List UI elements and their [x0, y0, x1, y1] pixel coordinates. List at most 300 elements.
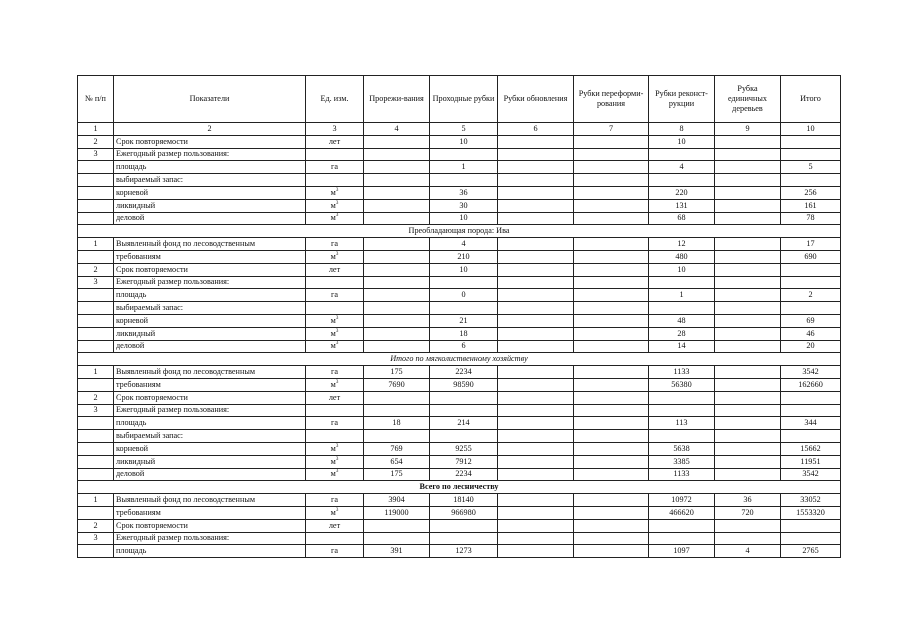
row-number: 3 — [78, 532, 114, 545]
passage-cell: 0 — [430, 289, 498, 302]
unit-cell: $м^3$ — [306, 340, 364, 353]
unit-cell: $м^3$ — [306, 468, 364, 481]
table-row — [78, 174, 841, 187]
single-tree-cell — [715, 430, 781, 443]
reform-cell — [574, 148, 649, 161]
row-number — [78, 186, 114, 199]
thinning-cell — [364, 327, 430, 340]
single-tree-cell: 4 — [715, 545, 781, 558]
table-row — [78, 506, 841, 519]
single-tree-cell — [715, 289, 781, 302]
col-number: 6 — [498, 123, 574, 136]
reconstruction-cell: 113 — [649, 417, 715, 430]
passage-cell: 4 — [430, 238, 498, 251]
single-tree-cell — [715, 263, 781, 276]
col-number: 1 — [78, 123, 114, 136]
table-row — [78, 366, 841, 379]
total-cell: 15662 — [781, 442, 841, 455]
thinning-cell — [364, 340, 430, 353]
unit-cell: га — [306, 238, 364, 251]
passage-cell: 98590 — [430, 378, 498, 391]
total-cell: 690 — [781, 250, 841, 263]
reform-cell — [574, 314, 649, 327]
single-tree-cell — [715, 174, 781, 187]
row-number — [78, 327, 114, 340]
indicator-cell: площадь — [114, 289, 306, 302]
reconstruction-cell — [649, 276, 715, 289]
row-number — [78, 545, 114, 558]
row-number — [78, 340, 114, 353]
table-row — [78, 250, 841, 263]
col-number: 3 — [306, 123, 364, 136]
reform-cell — [574, 506, 649, 519]
unit-cell: $м^3$ — [306, 186, 364, 199]
indicator-cell: Срок повторяемости — [114, 391, 306, 404]
reform-cell — [574, 366, 649, 379]
reconstruction-cell: 1 — [649, 289, 715, 302]
total-cell — [781, 519, 841, 532]
renewal-cell — [498, 289, 574, 302]
single-tree-cell — [715, 186, 781, 199]
indicator-cell: ликвидный — [114, 327, 306, 340]
row-number — [78, 378, 114, 391]
reform-cell — [574, 442, 649, 455]
unit-cell — [306, 430, 364, 443]
reconstruction-cell — [649, 148, 715, 161]
thinning-cell — [364, 430, 430, 443]
renewal-cell — [498, 199, 574, 212]
reconstruction-cell: 14 — [649, 340, 715, 353]
passage-cell: 6 — [430, 340, 498, 353]
passage-cell — [430, 174, 498, 187]
passage-cell: 9255 — [430, 442, 498, 455]
table-row — [78, 161, 841, 174]
row-number — [78, 506, 114, 519]
indicator-cell: площадь — [114, 417, 306, 430]
indicator-cell: требованиям — [114, 378, 306, 391]
reconstruction-cell: 1133 — [649, 366, 715, 379]
section-heading-row — [78, 353, 841, 366]
passage-cell: 966980 — [430, 506, 498, 519]
row-number: 1 — [78, 494, 114, 507]
indicator-cell: Ежегодный размер пользования: — [114, 404, 306, 417]
renewal-cell — [498, 391, 574, 404]
thinning-cell — [364, 161, 430, 174]
passage-cell: 1273 — [430, 545, 498, 558]
unit-cell — [306, 404, 364, 417]
table-row — [78, 455, 841, 468]
row-number: 1 — [78, 238, 114, 251]
unit-cell — [306, 148, 364, 161]
thinning-cell: 175 — [364, 468, 430, 481]
total-cell — [781, 430, 841, 443]
thinning-cell — [364, 404, 430, 417]
reform-cell — [574, 417, 649, 430]
header-single-tree-cutting: Рубка единичных деревьев — [715, 76, 781, 123]
renewal-cell — [498, 186, 574, 199]
table-row — [78, 417, 841, 430]
indicator-cell: требованиям — [114, 506, 306, 519]
indicator-cell: выбираемый запас: — [114, 430, 306, 443]
row-number: 2 — [78, 519, 114, 532]
total-cell: 344 — [781, 417, 841, 430]
total-cell — [781, 135, 841, 148]
total-cell — [781, 263, 841, 276]
thinning-cell — [364, 148, 430, 161]
thinning-cell — [364, 212, 430, 225]
unit-cell: $м^3$ — [306, 327, 364, 340]
row-number — [78, 289, 114, 302]
reconstruction-cell — [649, 391, 715, 404]
passage-cell — [430, 430, 498, 443]
unit-cell — [306, 276, 364, 289]
reform-cell — [574, 238, 649, 251]
table-row — [78, 276, 841, 289]
col-number: 5 — [430, 123, 498, 136]
row-number — [78, 302, 114, 315]
table-header — [78, 76, 841, 136]
table-row — [78, 199, 841, 212]
passage-cell: 214 — [430, 417, 498, 430]
col-number: 4 — [364, 123, 430, 136]
single-tree-cell — [715, 366, 781, 379]
renewal-cell — [498, 276, 574, 289]
table-row — [78, 404, 841, 417]
section-heading-row — [78, 225, 841, 238]
table-row — [78, 494, 841, 507]
header-total: Итого — [781, 76, 841, 123]
indicator-cell: Ежегодный размер пользования: — [114, 532, 306, 545]
reconstruction-cell: 56380 — [649, 378, 715, 391]
total-cell: 17 — [781, 238, 841, 251]
reform-cell — [574, 404, 649, 417]
total-cell: 256 — [781, 186, 841, 199]
reconstruction-cell: 4 — [649, 161, 715, 174]
col-number: 7 — [574, 123, 649, 136]
row-number — [78, 468, 114, 481]
unit-cell — [306, 174, 364, 187]
reform-cell — [574, 494, 649, 507]
thinning-cell — [364, 302, 430, 315]
indicator-cell: ликвидный — [114, 455, 306, 468]
row-number — [78, 174, 114, 187]
reconstruction-cell — [649, 532, 715, 545]
thinning-cell: 3904 — [364, 494, 430, 507]
total-cell — [781, 532, 841, 545]
indicator-cell: корневой — [114, 186, 306, 199]
renewal-cell — [498, 263, 574, 276]
reform-cell — [574, 186, 649, 199]
unit-cell: га — [306, 494, 364, 507]
table-row — [78, 442, 841, 455]
row-number — [78, 455, 114, 468]
indicator-cell: Срок повторяемости — [114, 519, 306, 532]
indicator-cell: ликвидный — [114, 199, 306, 212]
reconstruction-cell — [649, 302, 715, 315]
col-number: 10 — [781, 123, 841, 136]
renewal-cell — [498, 430, 574, 443]
reconstruction-cell: 10 — [649, 135, 715, 148]
thinning-cell — [364, 135, 430, 148]
single-tree-cell — [715, 404, 781, 417]
table-row — [78, 263, 841, 276]
single-tree-cell — [715, 238, 781, 251]
header-passage-cutting: Проходные рубки — [430, 76, 498, 123]
reform-cell — [574, 455, 649, 468]
col-number: 9 — [715, 123, 781, 136]
table-row — [78, 212, 841, 225]
reform-cell — [574, 519, 649, 532]
renewal-cell — [498, 519, 574, 532]
unit-cell: $м^3$ — [306, 250, 364, 263]
column-number-row — [78, 123, 841, 136]
passage-cell: 30 — [430, 199, 498, 212]
indicator-cell: Срок повторяемости — [114, 263, 306, 276]
total-cell: 2 — [781, 289, 841, 302]
single-tree-cell — [715, 340, 781, 353]
unit-cell: га — [306, 289, 364, 302]
renewal-cell — [498, 327, 574, 340]
passage-cell: 10 — [430, 212, 498, 225]
table-row — [78, 289, 841, 302]
total-cell: 33052 — [781, 494, 841, 507]
table-row — [78, 302, 841, 315]
renewal-cell — [498, 366, 574, 379]
indicator-cell: Выявленный фонд по лесоводственным — [114, 366, 306, 379]
thinning-cell: 175 — [364, 366, 430, 379]
passage-cell: 10 — [430, 135, 498, 148]
renewal-cell — [498, 506, 574, 519]
indicator-cell: требованиям — [114, 250, 306, 263]
renewal-cell — [498, 494, 574, 507]
reconstruction-cell — [649, 519, 715, 532]
passage-cell — [430, 532, 498, 545]
single-tree-cell — [715, 314, 781, 327]
unit-cell: $м^3$ — [306, 314, 364, 327]
reform-cell — [574, 532, 649, 545]
total-cell: 3542 — [781, 366, 841, 379]
passage-cell: 36 — [430, 186, 498, 199]
reconstruction-cell: 68 — [649, 212, 715, 225]
row-number — [78, 442, 114, 455]
renewal-cell — [498, 417, 574, 430]
section-heading: Всего по лесничеству — [78, 481, 841, 494]
thinning-cell — [364, 263, 430, 276]
single-tree-cell — [715, 276, 781, 289]
passage-cell — [430, 302, 498, 315]
header-thinning: Прорежи-вания — [364, 76, 430, 123]
reform-cell — [574, 302, 649, 315]
single-tree-cell — [715, 417, 781, 430]
unit-cell: га — [306, 545, 364, 558]
reform-cell — [574, 250, 649, 263]
reform-cell — [574, 199, 649, 212]
renewal-cell — [498, 148, 574, 161]
reconstruction-cell: 131 — [649, 199, 715, 212]
indicator-cell: деловой — [114, 340, 306, 353]
total-cell — [781, 391, 841, 404]
renewal-cell — [498, 404, 574, 417]
table-body — [78, 135, 841, 557]
reconstruction-cell: 12 — [649, 238, 715, 251]
reconstruction-cell: 480 — [649, 250, 715, 263]
reform-cell — [574, 391, 649, 404]
table-row — [78, 186, 841, 199]
reform-cell — [574, 468, 649, 481]
single-tree-cell — [715, 327, 781, 340]
thinning-cell — [364, 532, 430, 545]
thinning-cell: 119000 — [364, 506, 430, 519]
passage-cell: 10 — [430, 263, 498, 276]
indicator-cell: площадь — [114, 161, 306, 174]
unit-cell: лет — [306, 391, 364, 404]
reform-cell — [574, 340, 649, 353]
single-tree-cell — [715, 302, 781, 315]
reform-cell — [574, 212, 649, 225]
table-row — [78, 340, 841, 353]
row-number: 3 — [78, 148, 114, 161]
indicator-cell: Ежегодный размер пользования: — [114, 148, 306, 161]
single-tree-cell — [715, 532, 781, 545]
total-cell — [781, 404, 841, 417]
table-row — [78, 519, 841, 532]
passage-cell: 1 — [430, 161, 498, 174]
passage-cell — [430, 148, 498, 161]
reconstruction-cell — [649, 404, 715, 417]
renewal-cell — [498, 135, 574, 148]
reconstruction-cell: 48 — [649, 314, 715, 327]
table-row — [78, 148, 841, 161]
renewal-cell — [498, 212, 574, 225]
indicator-cell: Ежегодный размер пользования: — [114, 276, 306, 289]
table-row — [78, 327, 841, 340]
col-number: 8 — [649, 123, 715, 136]
thinning-cell — [364, 391, 430, 404]
total-cell: 46 — [781, 327, 841, 340]
row-number: 3 — [78, 276, 114, 289]
indicator-cell: Срок повторяемости — [114, 135, 306, 148]
reconstruction-cell: 5638 — [649, 442, 715, 455]
total-cell: 20 — [781, 340, 841, 353]
single-tree-cell — [715, 161, 781, 174]
unit-cell: лет — [306, 135, 364, 148]
renewal-cell — [498, 468, 574, 481]
row-number: 1 — [78, 366, 114, 379]
renewal-cell — [498, 545, 574, 558]
reform-cell — [574, 430, 649, 443]
thinning-cell: 654 — [364, 455, 430, 468]
reform-cell — [574, 263, 649, 276]
unit-cell: $м^3$ — [306, 378, 364, 391]
forest-use-table — [77, 75, 841, 558]
reconstruction-cell: 10972 — [649, 494, 715, 507]
reform-cell — [574, 327, 649, 340]
table-row — [78, 430, 841, 443]
table-row — [78, 378, 841, 391]
total-cell: 161 — [781, 199, 841, 212]
passage-cell: 18 — [430, 327, 498, 340]
unit-cell: га — [306, 366, 364, 379]
thinning-cell — [364, 289, 430, 302]
indicator-cell: выбираемый запас: — [114, 174, 306, 187]
reform-cell — [574, 378, 649, 391]
single-tree-cell — [715, 378, 781, 391]
unit-cell: $м^3$ — [306, 442, 364, 455]
reform-cell — [574, 276, 649, 289]
renewal-cell — [498, 340, 574, 353]
thinning-cell: 18 — [364, 417, 430, 430]
renewal-cell — [498, 532, 574, 545]
table-row — [78, 135, 841, 148]
single-tree-cell — [715, 135, 781, 148]
renewal-cell — [498, 238, 574, 251]
reform-cell — [574, 289, 649, 302]
row-number — [78, 199, 114, 212]
single-tree-cell — [715, 212, 781, 225]
total-cell: 3542 — [781, 468, 841, 481]
indicator-cell: корневой — [114, 314, 306, 327]
single-tree-cell: 36 — [715, 494, 781, 507]
reform-cell — [574, 135, 649, 148]
unit-cell: лет — [306, 263, 364, 276]
table-row — [78, 468, 841, 481]
unit-cell: га — [306, 161, 364, 174]
table-row — [78, 238, 841, 251]
renewal-cell — [498, 455, 574, 468]
reconstruction-cell — [649, 174, 715, 187]
thinning-cell: 769 — [364, 442, 430, 455]
indicator-cell: деловой — [114, 212, 306, 225]
passage-cell — [430, 519, 498, 532]
header-num: № п/п — [78, 76, 114, 123]
section-heading: Итого по мягколиственному хозяйству — [78, 353, 841, 366]
reconstruction-cell — [649, 430, 715, 443]
indicator-cell: деловой — [114, 468, 306, 481]
renewal-cell — [498, 250, 574, 263]
unit-cell: га — [306, 417, 364, 430]
table-row — [78, 545, 841, 558]
total-cell: 78 — [781, 212, 841, 225]
single-tree-cell — [715, 199, 781, 212]
table-row — [78, 391, 841, 404]
thinning-cell — [364, 199, 430, 212]
reconstruction-cell: 220 — [649, 186, 715, 199]
reconstruction-cell: 1133 — [649, 468, 715, 481]
header-unit: Ед. изм. — [306, 76, 364, 123]
thinning-cell — [364, 238, 430, 251]
single-tree-cell — [715, 519, 781, 532]
renewal-cell — [498, 314, 574, 327]
passage-cell: 2234 — [430, 366, 498, 379]
thinning-cell — [364, 250, 430, 263]
single-tree-cell — [715, 391, 781, 404]
row-number — [78, 161, 114, 174]
reconstruction-cell: 1097 — [649, 545, 715, 558]
renewal-cell — [498, 378, 574, 391]
unit-cell — [306, 302, 364, 315]
passage-cell: 210 — [430, 250, 498, 263]
passage-cell — [430, 276, 498, 289]
passage-cell: 7912 — [430, 455, 498, 468]
row-number — [78, 250, 114, 263]
passage-cell: 2234 — [430, 468, 498, 481]
row-number: 2 — [78, 263, 114, 276]
row-number — [78, 212, 114, 225]
thinning-cell — [364, 186, 430, 199]
passage-cell — [430, 404, 498, 417]
total-cell — [781, 148, 841, 161]
unit-cell: лет — [306, 519, 364, 532]
